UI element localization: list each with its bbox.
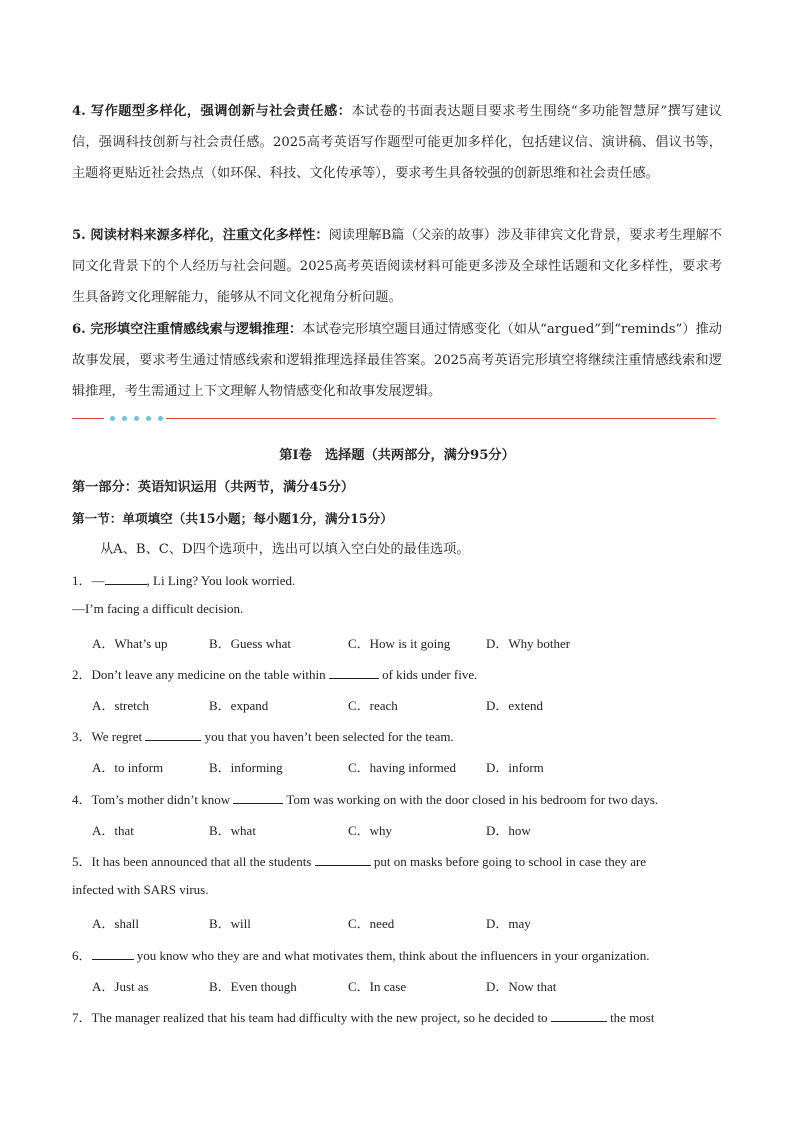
option-b[interactable]: B．expand (209, 698, 269, 713)
point-body: 本试卷完形填空题目通过情感变化（如从“argued”到“reminds”）推动故事发展，要求考生通过情感线索和逻辑推理选择最佳答案。2025高考英语完形填空将继续注重情感线索和逻辑推理，考生需通过上下文理解人物情感变化和故事发展逻辑。 (72, 322, 722, 399)
part-title: 第一部分：英语知识运用（共两节，满分45分） (72, 480, 355, 495)
answer-blank[interactable] (551, 1010, 607, 1022)
option-a[interactable]: A．shall (92, 916, 139, 931)
option-c[interactable]: C．why (348, 823, 393, 838)
divider-dot (122, 416, 127, 421)
divider-dot (158, 416, 163, 421)
option-b[interactable]: B．informing (209, 760, 283, 775)
question-number: 4． (72, 792, 92, 807)
option-a[interactable]: A．to inform (92, 760, 164, 775)
section-title: 第一节：单项填空（共15小题；每小题1分，满分15分） (72, 511, 393, 526)
point-body: 阅读理解B篇（父亲的故事）涉及菲律宾文化背景，要求考生理解不同文化背景下的个人经历与社会问题。2025高考英语阅读材料可能更多涉及全球性话题和文化多样性，要求考生具备跨文化理解能力，能够从不同文化视角分析问题。 (72, 228, 722, 305)
option-c[interactable]: C．need (348, 916, 395, 931)
question-text: of kids under five. (378, 667, 478, 682)
option-c[interactable]: C．having informed (348, 760, 456, 775)
answer-blank[interactable] (145, 729, 201, 741)
option-c[interactable]: C．In case (348, 979, 407, 994)
question-text: — (91, 573, 105, 588)
option-d[interactable]: D．inform (486, 760, 544, 775)
option-b[interactable]: B．will (209, 916, 251, 931)
option-a[interactable]: A．that (92, 823, 134, 838)
divider-line-right (166, 418, 716, 419)
question-text: Tom’s mother didn’t know (91, 792, 234, 807)
intro-point-6 (72, 314, 722, 407)
point-body: 本试卷的书面表达题目要求考生围绕“多功能智慧屏”撰写建议信，强调科技创新与社会责任感。2025高考英语写作题型可能更加多样化，包括建议信、演讲稿、倡议书等，主题将更贴近社会热点（如环保、科技、文化传承等），要求考生具备较强的创新思维和社会责任感。 (72, 104, 722, 181)
option-d[interactable]: D．may (486, 916, 531, 931)
divider-line-left (72, 418, 104, 419)
question-6 (72, 945, 650, 964)
option-c[interactable]: C．reach (348, 698, 398, 713)
divider-dots (110, 416, 163, 421)
option-a[interactable]: A．What’s up (92, 636, 168, 651)
intro-point-5 (72, 220, 722, 313)
question-5-continued: infected with SARS virus. (72, 882, 209, 897)
instruction: 从A、B、C、D四个选项中，选出可以填入空白处的最佳选项。 (100, 542, 470, 557)
question-text: put on masks before going to school in case they are (370, 854, 647, 869)
question-text: Tom was working on with the door closed in his bedroom for two days. (283, 792, 659, 807)
answer-blank[interactable] (329, 667, 379, 679)
point-title: 4. 写作题型多样化，强调创新与社会责任感： (72, 104, 352, 119)
option-d[interactable]: D．extend (486, 698, 544, 713)
option-a[interactable]: A．stretch (92, 698, 150, 713)
question-1-reply: —I’m facing a difficult decision. (72, 601, 244, 616)
point-title: 5. 阅读材料来源多样化，注重文化多样性： (72, 228, 329, 243)
option-b[interactable]: B．Even though (209, 979, 297, 994)
option-c[interactable]: C．How is it going (348, 636, 451, 651)
intro-point-4 (72, 96, 722, 189)
question-5 (72, 851, 646, 870)
option-d[interactable]: D．Now that (486, 979, 557, 994)
question-1 (72, 570, 295, 589)
section-divider (72, 416, 716, 422)
question-text: you know who they are and what motivates them, think about the influencers in your organization. (133, 948, 650, 963)
divider-dot (110, 416, 115, 421)
answer-blank[interactable] (105, 573, 147, 585)
question-text: It has been announced that all the students (91, 854, 315, 869)
answer-blank[interactable] (233, 792, 283, 804)
question-2 (72, 664, 477, 683)
question-text: you that you haven’t been selected for the team. (201, 729, 454, 744)
question-number: 2． (72, 667, 92, 682)
option-d[interactable]: D．Why bother (486, 636, 571, 651)
option-a[interactable]: A．Just as (92, 979, 149, 994)
question-text: The manager realized that his team had difficulty with the new project, so he decided to (91, 1010, 551, 1025)
divider-dot (134, 416, 139, 421)
point-title: 6. 完形填空注重情感线索与逻辑推理： (72, 322, 303, 337)
volume-title: 第I卷 选择题（共两部分，满分95分） (279, 448, 515, 463)
answer-blank[interactable] (315, 854, 371, 866)
answer-blank[interactable] (92, 948, 134, 960)
question-4 (72, 789, 658, 808)
question-text: the most (606, 1010, 655, 1025)
question-number: 5． (72, 854, 92, 869)
option-b[interactable]: B．Guess what (209, 636, 291, 651)
question-text: , Li Ling? You look worried. (146, 573, 296, 588)
question-3 (72, 726, 454, 745)
question-7 (72, 1007, 654, 1026)
question-number: 7． (72, 1010, 92, 1025)
option-b[interactable]: B．what (209, 823, 256, 838)
question-number: 1． (72, 573, 92, 588)
option-d[interactable]: D．how (486, 823, 531, 838)
question-number: 6． (72, 948, 92, 963)
question-number: 3． (72, 729, 92, 744)
question-text: We regret (91, 729, 146, 744)
divider-dot (146, 416, 151, 421)
question-text: Don’t leave any medicine on the table within (91, 667, 329, 682)
